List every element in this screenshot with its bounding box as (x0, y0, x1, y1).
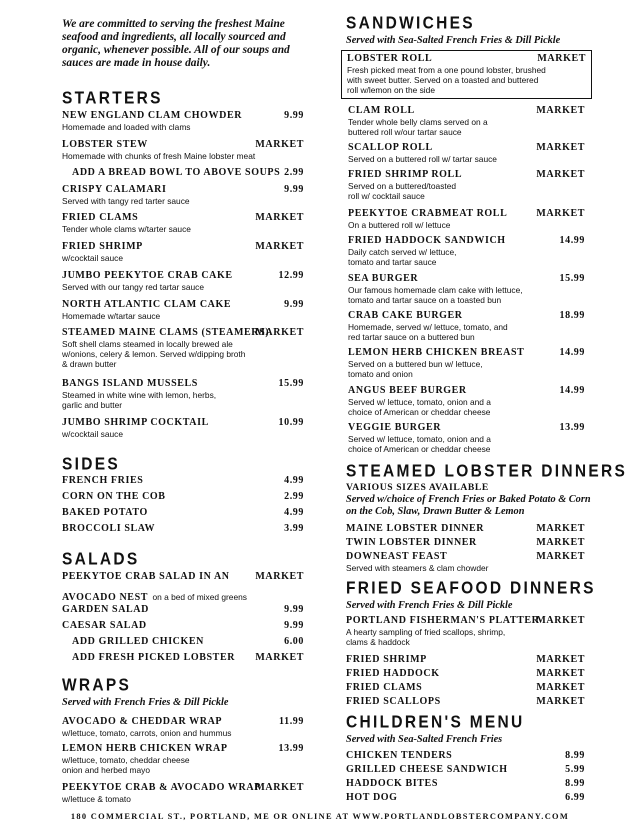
menu-item: BANGS ISLAND MUSSELS 15.99 Steamed in white wine with lemon, herbs, garlic and butter (62, 378, 304, 410)
menu-item: PORTLAND FISHERMAN'S PLATTER MARKET A hearty sampling of fried scallops, shrimp, clams & haddock (346, 615, 585, 647)
menu-item: NEW ENGLAND CLAM CHOWDER 9.99 Homemade and loaded with clams (62, 110, 304, 132)
menu-item: HADDOCK BITES 8.99 (346, 778, 585, 789)
menu-item: SEA BURGER 15.99 Our famous homemade clam cake with lettuce, tomato and tartar sauce on a toasted bun (348, 273, 585, 305)
sizes-available: VARIOUS SIZES AVAILABLE (346, 482, 489, 493)
menu-item: NORTH ATLANTIC CLAM CAKE 9.99 Homemade w/tartar sauce (62, 299, 304, 321)
menu-item: CRISPY CALAMARI 9.99 Served with tangy red tarter sauce (62, 184, 304, 206)
menu-item: FRIED SCALLOPS MARKET (346, 696, 585, 707)
menu-item: FRIED HADDOCK MARKET (346, 668, 585, 679)
menu-item: FRIED HADDOCK SANDWICH 14.99 Daily catch served w/ lettuce, tomato and tartar sauce (348, 235, 585, 267)
menu-item: CORN ON THE COB 2.99 (62, 491, 304, 502)
section-title-steamed-lobster: STEAMED LOBSTER DINNERS (346, 462, 628, 482)
menu-item: CHICKEN TENDERS 8.99 (346, 750, 585, 761)
menu-item: FRIED SHRIMP MARKET (346, 654, 585, 665)
menu-item: JUMBO SHRIMP COCKTAIL 10.99 w/cocktail sauce (62, 417, 304, 439)
section-subtitle-steamed-lobster: Served w/choice of French Fries or Baked Potato & Corn on the Cob, Slaw, Drawn Butter & Lemon (346, 494, 591, 517)
menu-item: GARDEN SALAD 9.99 (62, 604, 304, 615)
section-title-wraps: WRAPS (62, 676, 132, 696)
section-title-childrens-menu: CHILDREN'S MENU (346, 713, 525, 733)
section-title-salads: SALADS (62, 550, 140, 570)
menu-item: AVOCADO & CHEDDAR WRAP 11.99 w/lettuce, tomato, carrots, onion and hummus (62, 716, 304, 738)
menu-item: MAINE LOBSTER DINNER MARKET (346, 523, 585, 534)
menu-item: ADD GRILLED CHICKEN 6.00 (72, 636, 304, 647)
section-title-starters: STARTERS (62, 89, 163, 109)
menu-item: PEEKYTOE CRAB SALAD IN AN MARKET (62, 571, 304, 582)
menu-item: ANGUS BEEF BURGER 14.99 Served w/ lettuce, tomato, onion and a choice of American or cheddar cheese (348, 385, 585, 417)
footer-address: 180 COMMERCIAL ST., PORTLAND, ME OR ONLINE AT WWW.PORTLANDLOBSTERCOMPANY.COM (70, 812, 570, 821)
section-subtitle-sandwiches: Served with Sea-Salted French Fries & Dill Pickle (346, 35, 561, 46)
menu-item: FRENCH FRIES 4.99 (62, 475, 304, 486)
menu-item: FRIED SHRIMP ROLL MARKET Served on a buttered/toasted roll w/ cocktail sauce (348, 169, 585, 201)
menu-item: LOBSTER STEW MARKET Homemade with chunks of fresh Maine lobster meat (62, 139, 304, 161)
menu-item: CAESAR SALAD 9.99 (62, 620, 304, 631)
menu-item-featured: LOBSTER ROLL MARKET Fresh picked meat from a one pound lobster, brushed with sweet butter. Served on a toasted and buttered roll w/lemon on the side (347, 53, 586, 95)
menu-item: ADD A BREAD BOWL TO ABOVE SOUPS 2.99 (72, 167, 304, 178)
section-title-sides: SIDES (62, 455, 121, 475)
section-title-fried-seafood: FRIED SEAFOOD DINNERS (346, 579, 596, 599)
menu-item: FRIED CLAMS MARKET Tender whole clams w/tarter sauce (62, 212, 304, 234)
menu-item: STEAMED MAINE CLAMS (STEAMERS) MARKET Soft shell clams steamed in locally brewed ale w/onions, celery & lemon. Served w/dipping broth & drawn butter (62, 327, 304, 369)
menu-item: PEEKYTOE CRABMEAT ROLL MARKET On a buttered roll w/ lettuce (348, 208, 585, 230)
intro-text: We are committed to serving the freshest Maine seafood and ingredients, all locally sourced and organic, whenever possible. All of our soups and sauces are made in house daily. (62, 18, 290, 69)
section-subtitle-childrens-menu: Served with Sea-Salted French Fries (346, 734, 503, 745)
menu-item: DOWNEAST FEAST MARKET Served with steamers & clam chowder (346, 551, 585, 573)
menu-item: BAKED POTATO 4.99 (62, 507, 304, 518)
menu-item: PEEKYTOE CRAB & AVOCADO WRAP MARKET w/lettuce & tomato (62, 782, 304, 804)
menu-item: BROCCOLI SLAW 3.99 (62, 523, 304, 534)
menu-item: JUMBO PEEKYTOE CRAB CAKE 12.99 Served with our tangy red tartar sauce (62, 270, 304, 292)
menu-item: LEMON HERB CHICKEN WRAP 13.99 w/lettuce, tomato, cheddar cheese onion and herbed mayo (62, 743, 304, 775)
menu-item: CRAB CAKE BURGER 18.99 Homemade, served w/ lettuce, tomato, and red tartar sauce on a buttered bun (348, 310, 585, 342)
menu-item: CLAM ROLL MARKET Tender whole belly clams served on a buttered roll w/our tartar sauce (348, 105, 585, 137)
menu-item: AVOCADO NEST on a bed of mixed greens (62, 592, 247, 603)
section-subtitle-fried-seafood: Served with French Fries & Dill Pickle (346, 600, 513, 611)
section-title-sandwiches: SANDWICHES (346, 14, 475, 34)
menu-item: GRILLED CHEESE SANDWICH 5.99 (346, 764, 585, 775)
menu-item: TWIN LOBSTER DINNER MARKET (346, 537, 585, 548)
section-subtitle-wraps: Served with French Fries & Dill Pickle (62, 697, 229, 708)
menu-item: FRIED CLAMS MARKET (346, 682, 585, 693)
menu-item: ADD FRESH PICKED LOBSTER MARKET (72, 652, 304, 663)
menu-item: SCALLOP ROLL MARKET Served on a buttered roll w/ tartar sauce (348, 142, 585, 164)
menu-item: HOT DOG 6.99 (346, 792, 585, 803)
menu-item: LEMON HERB CHICKEN BREAST 14.99 Served on a buttered bun w/ lettuce, tomato and onion (348, 347, 585, 379)
menu-item: FRIED SHRIMP MARKET w/cocktail sauce (62, 241, 304, 263)
menu-item: VEGGIE BURGER 13.99 Served w/ lettuce, tomato, onion and a choice of American or cheddar cheese (348, 422, 585, 454)
